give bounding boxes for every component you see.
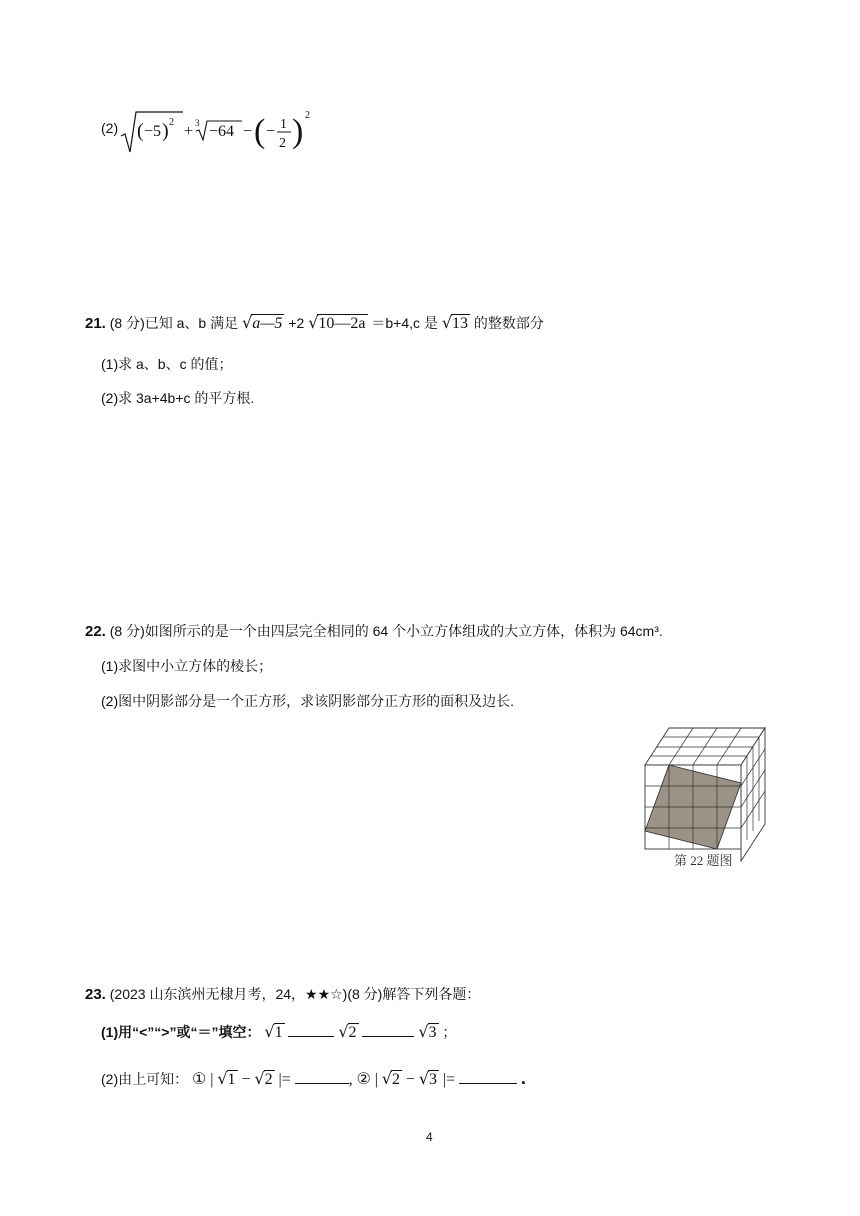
abs-eq: |=	[278, 1071, 291, 1088]
question-number: 21.	[85, 315, 106, 332]
q21-part1: (1)求 a、b、c 的值；	[101, 356, 233, 372]
sqrt-icon: √	[418, 1069, 430, 1088]
q21-stem-b: ＝b+4,c 是	[371, 315, 438, 331]
q23-part2	[101, 1068, 526, 1089]
svg-text:(: (	[254, 113, 266, 150]
abs-bar: |	[374, 1071, 378, 1088]
answer-blank[interactable]	[295, 1083, 349, 1084]
q23-stem	[85, 984, 480, 1004]
sqrt-icon: √	[441, 313, 453, 332]
svg-text:2: 2	[169, 117, 174, 128]
question-number: 23.	[85, 986, 106, 1003]
svg-text:3: 3	[195, 118, 200, 128]
circled-one: ①	[192, 1071, 207, 1088]
svg-text:2: 2	[305, 110, 310, 121]
radicand: 2	[348, 1024, 357, 1041]
page-number: 4	[426, 1130, 433, 1144]
question-number: 22.	[85, 623, 106, 640]
q22-stem-text: (8 分)如图所示的是一个由四层完全相同的 64 个小立方体组成的大立方体，体积为 64cm³.	[109, 623, 663, 639]
q21-plus-2: +2	[288, 315, 305, 331]
q22-part1: (1)求图中小立方体的棱长；	[101, 658, 273, 674]
q21-radicand-1: a—5	[252, 315, 283, 332]
q21-radicand-3: 13	[452, 315, 469, 332]
svg-text:2: 2	[279, 136, 286, 151]
svg-text:+: +	[184, 123, 194, 140]
radicand: 3	[429, 1071, 438, 1088]
circled-two: ②	[356, 1071, 371, 1088]
q20-part2-label: (2)	[101, 120, 119, 136]
svg-text:−5: −5	[144, 123, 162, 140]
sqrt-icon: √	[254, 1069, 265, 1088]
abs-bar: |	[210, 1071, 214, 1088]
cube-figure	[640, 720, 780, 855]
figure-caption: 第 22 题图	[674, 853, 733, 868]
svg-text:1: 1	[280, 117, 287, 132]
q23-part1	[101, 1022, 456, 1042]
q21-stem	[85, 313, 544, 333]
q20-expression	[121, 108, 321, 158]
sqrt-icon: √	[381, 1069, 392, 1088]
q23-part2-text: (2)由上可知：	[101, 1071, 189, 1087]
svg-text:−: −	[243, 123, 253, 140]
radicand: 2	[264, 1071, 273, 1088]
radicand: 1	[227, 1071, 236, 1088]
q21-stem-a: (8 分)已知 a、b 满足	[109, 315, 239, 331]
svg-text:(: (	[137, 120, 144, 142]
sqrt-icon: √	[338, 1022, 349, 1041]
radicand: 3	[428, 1024, 437, 1041]
radicand: 2	[392, 1071, 400, 1088]
q22-part2: (2)图中阴影部分是一个正方形，求该阴影部分正方形的面积及边长.	[101, 693, 514, 709]
answer-blank[interactable]	[459, 1083, 517, 1084]
svg-text:−: −	[266, 123, 276, 140]
q23-part1-text: (1)用“<”“>”或“＝”填空：	[101, 1024, 261, 1040]
period: .	[520, 1068, 526, 1088]
sqrt-icon: √	[418, 1022, 429, 1041]
q22-stem	[85, 621, 663, 641]
q21-radicand-2: 10—2a	[318, 315, 366, 332]
answer-blank[interactable]	[288, 1036, 334, 1037]
q23-stem-text: (2023 山东滨州无棣月考，24，★★☆)(8 分)解答下列各题：	[109, 986, 481, 1002]
answer-blank[interactable]	[362, 1036, 414, 1037]
sqrt-icon: √	[308, 313, 319, 332]
minus: −	[241, 1071, 251, 1088]
minus: −	[405, 1071, 415, 1088]
svg-text:−64: −64	[209, 123, 235, 140]
svg-text:): )	[292, 113, 304, 150]
comma: ,	[348, 1071, 353, 1088]
radicand: 1	[274, 1024, 283, 1041]
sqrt-icon: √	[217, 1069, 228, 1088]
sqrt-icon: √	[242, 313, 253, 332]
abs-eq: |=	[442, 1071, 456, 1088]
q21-part2: (2)求 3a+4b+c 的平方根.	[101, 390, 255, 406]
q21-stem-c: 的整数部分	[473, 315, 544, 331]
sqrt-icon: √	[264, 1022, 275, 1041]
semicolon: ；	[442, 1024, 457, 1040]
svg-text:): )	[162, 120, 169, 142]
